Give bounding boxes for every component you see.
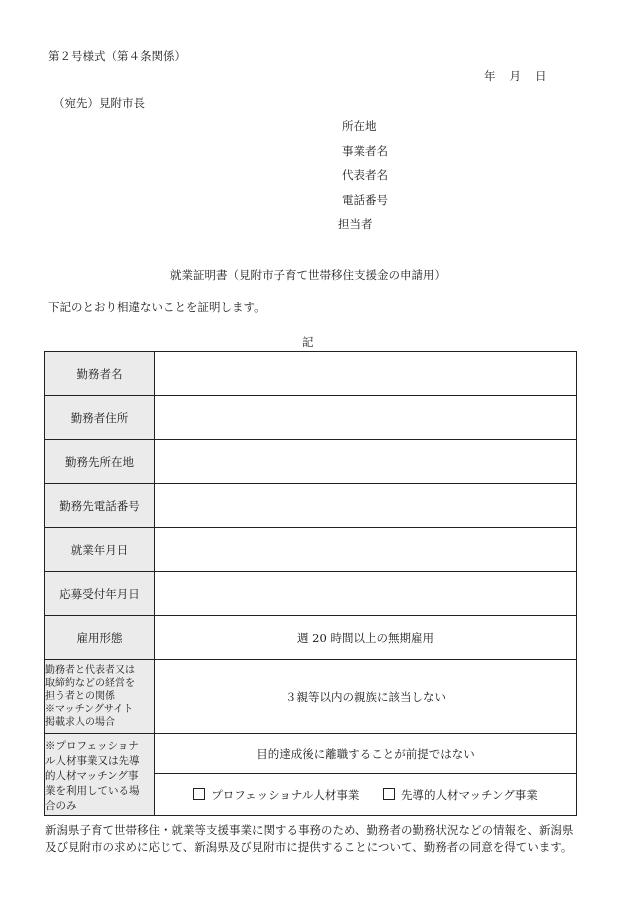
employment-date-field[interactable] [155, 528, 577, 572]
form-number: 第２号様式（第４条関係） [48, 49, 186, 63]
ki-heading: 記 [302, 335, 314, 349]
employment-type-label: 雇用形態 [45, 616, 155, 660]
certificate-table [44, 351, 577, 816]
professional-label-line: ※プロフェッショナ [45, 740, 139, 752]
date-month: 月 [509, 69, 521, 83]
worker-name-label: 勤務者名 [45, 352, 155, 396]
sender-representative-label: 代表者名 [342, 168, 388, 182]
worker-address-field[interactable] [155, 396, 577, 440]
employment-type-value: 週 20 時間以上の無期雇用 [155, 616, 577, 660]
sender-address-label: 所在地 [342, 119, 377, 133]
intro-text: 下記のとおり相違ないことを証明します。 [48, 300, 266, 314]
relation-label-line: 取締約などの経営を [45, 678, 135, 689]
sender-person-label: 担当者 [338, 217, 373, 231]
sender-phone-label: 電話番号 [342, 193, 388, 207]
professional-value: 目的達成後に離職することが前提ではない [155, 734, 577, 774]
professional-label-line: ル人材事業又は先導 [45, 755, 140, 767]
date-line [484, 68, 547, 84]
employment-date-label: 就業年月日 [45, 528, 155, 572]
option-leading-label: 先導的人材マッチング事業 [401, 787, 538, 802]
workplace-address-field[interactable] [155, 440, 577, 484]
document-title: 就業証明書（見附市子育て世帯移住支援金の申請用） [170, 268, 446, 282]
table-row [45, 616, 577, 660]
date-day: 日 [535, 69, 547, 83]
date-year: 年 [484, 69, 496, 83]
option-professional-label: プロフェッショナル人材事業 [211, 787, 360, 802]
checkbox-icon[interactable] [383, 788, 395, 800]
consent-note: 新潟県子育て世帯移住・就業等支援事業に関する事務のため、勤務者の勤務状況などの情報を、新潟県及び見附市の求めに応じて、新潟県及び見附市に提供することについて、勤務者の同意を得ています。 [45, 823, 574, 854]
option-leading[interactable] [383, 787, 538, 803]
worker-name-field[interactable] [155, 352, 577, 396]
application-date-field[interactable] [155, 572, 577, 616]
relation-label-line: 勤務者と代表者又は [45, 665, 135, 676]
sender-business-label: 事業者名 [342, 144, 388, 158]
table-row [45, 396, 577, 440]
program-options [155, 774, 577, 816]
table-row [45, 440, 577, 484]
workplace-phone-field[interactable] [155, 484, 577, 528]
relation-label [45, 660, 155, 734]
application-date-label: 応募受付年月日 [45, 572, 155, 616]
table-row [45, 528, 577, 572]
table-row [45, 352, 577, 396]
relation-label-line: ※マッチングサイト [45, 704, 134, 715]
professional-label-line: 的人材マッチング事 [45, 770, 139, 782]
workplace-phone-label: 勤務先電話番号 [45, 484, 155, 528]
table-row [45, 572, 577, 616]
table-row [45, 484, 577, 528]
worker-address-label: 勤務者住所 [45, 396, 155, 440]
professional-label-line: 合のみ [45, 800, 77, 812]
workplace-address-label: 勤務先所在地 [45, 440, 155, 484]
relation-value: ３親等以内の親族に該当しない [155, 660, 577, 734]
relation-label-line: 掲載求人の場合 [45, 717, 115, 728]
relation-label-line: 担う者との関係 [45, 691, 115, 702]
professional-label-line: 業を利用している場 [45, 785, 140, 797]
option-professional[interactable] [193, 787, 359, 803]
table-row [45, 660, 577, 734]
checkbox-icon[interactable] [193, 788, 205, 800]
addressee: （宛先）見附市長 [53, 96, 145, 110]
table-row [45, 734, 577, 774]
professional-label [45, 734, 155, 816]
